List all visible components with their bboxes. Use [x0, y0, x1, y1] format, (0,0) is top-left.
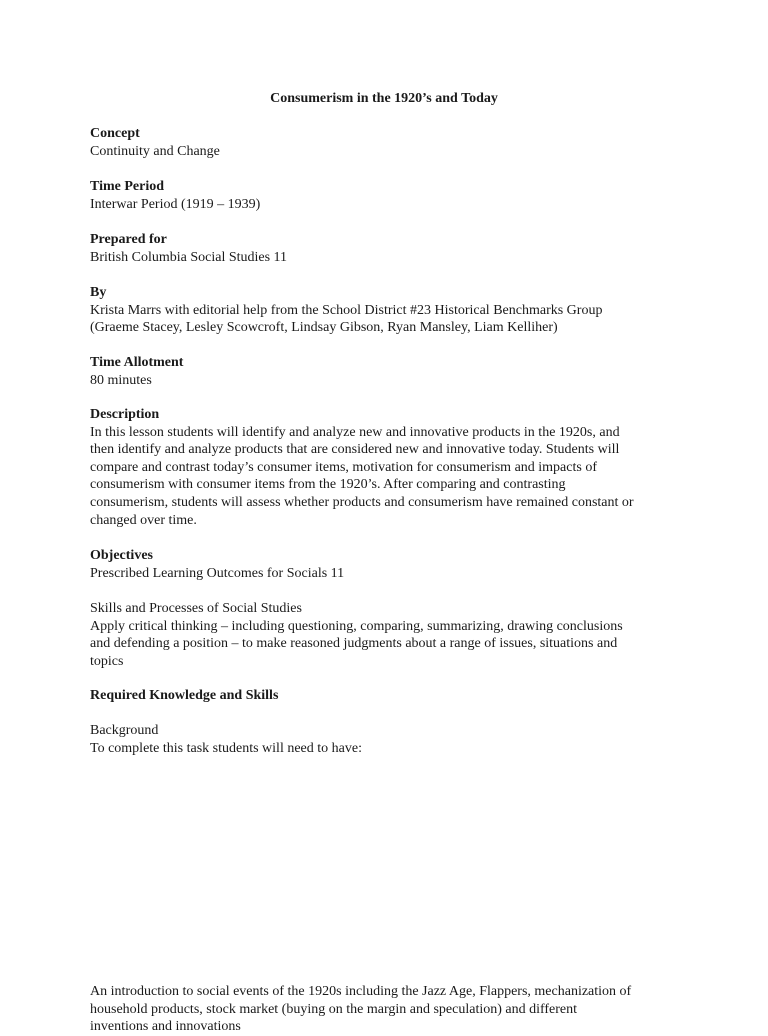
background-text: To complete this task students will need to have:	[90, 740, 362, 756]
document-title: Consumerism in the 1920’s and Today	[270, 91, 498, 106]
description-heading: Description	[90, 407, 160, 422]
prepared-for-heading: Prepared for	[90, 232, 167, 247]
background-heading: Background	[90, 723, 159, 738]
prepared-for-section	[90, 231, 690, 266]
required-heading: Required Knowledge and Skills	[90, 688, 279, 703]
time-allotment-text: 80 minutes	[90, 372, 152, 388]
description-line: changed over time.	[90, 512, 197, 528]
prepared-for-text: British Columbia Social Studies 11	[90, 249, 288, 265]
objectives-heading: Objectives	[90, 548, 153, 563]
by-section	[90, 284, 690, 337]
time-allotment-section	[90, 354, 690, 389]
description-line: then identify and analyze products that are considered new and innovative today. Students will	[90, 442, 620, 458]
background-section	[90, 722, 690, 757]
skills-line: Apply critical thinking – including questioning, comparing, summarizing, drawing conclusions	[90, 618, 623, 634]
intro-line: inventions and innovations	[90, 1019, 241, 1035]
concept-text: Continuity and Change	[90, 143, 220, 159]
description-section	[90, 406, 690, 529]
skills-line: and defending a position – to make reasoned judgments about a range of issues, situations and	[90, 636, 618, 652]
description-line: consumerism with consumer items from the 1920’s. After comparing and contrasting	[90, 477, 566, 493]
description-line: compare and contrast today’s consumer items, motivation for consumerism and impacts of	[90, 459, 597, 475]
objectives-section	[90, 547, 690, 582]
description-line: consumerism, students will assess whether products and consumerism have remained constant or	[90, 494, 634, 510]
intro-line: household products, stock market (buying on the margin and speculation) and different	[90, 1001, 578, 1017]
description-line: In this lesson students will identify and analyze new and innovative products in the 1920s, and	[90, 424, 620, 440]
concept-section	[90, 125, 690, 160]
intro-line: An introduction to social events of the 1920s including the Jazz Age, Flappers, mechanization of	[90, 984, 632, 999]
concept-heading: Concept	[90, 126, 140, 141]
required-section	[90, 687, 690, 705]
by-line: (Graeme Stacey, Lesley Scowcroft, Lindsay Gibson, Ryan Mansley, Liam Kelliher)	[90, 320, 558, 336]
by-heading: By	[90, 285, 107, 300]
time-period-text: Interwar Period (1919 – 1939)	[90, 196, 261, 212]
skills-heading: Skills and Processes of Social Studies	[90, 601, 302, 616]
time-period-section	[90, 178, 690, 213]
intro-section	[90, 983, 690, 1036]
time-allotment-heading: Time Allotment	[90, 355, 184, 370]
objectives-text: Prescribed Learning Outcomes for Socials 11	[90, 565, 345, 581]
time-period-heading: Time Period	[90, 179, 165, 194]
skills-section	[90, 600, 690, 670]
by-line: Krista Marrs with editorial help from the School District #23 Historical Benchmarks Group	[90, 302, 603, 318]
skills-line: topics	[90, 653, 124, 669]
